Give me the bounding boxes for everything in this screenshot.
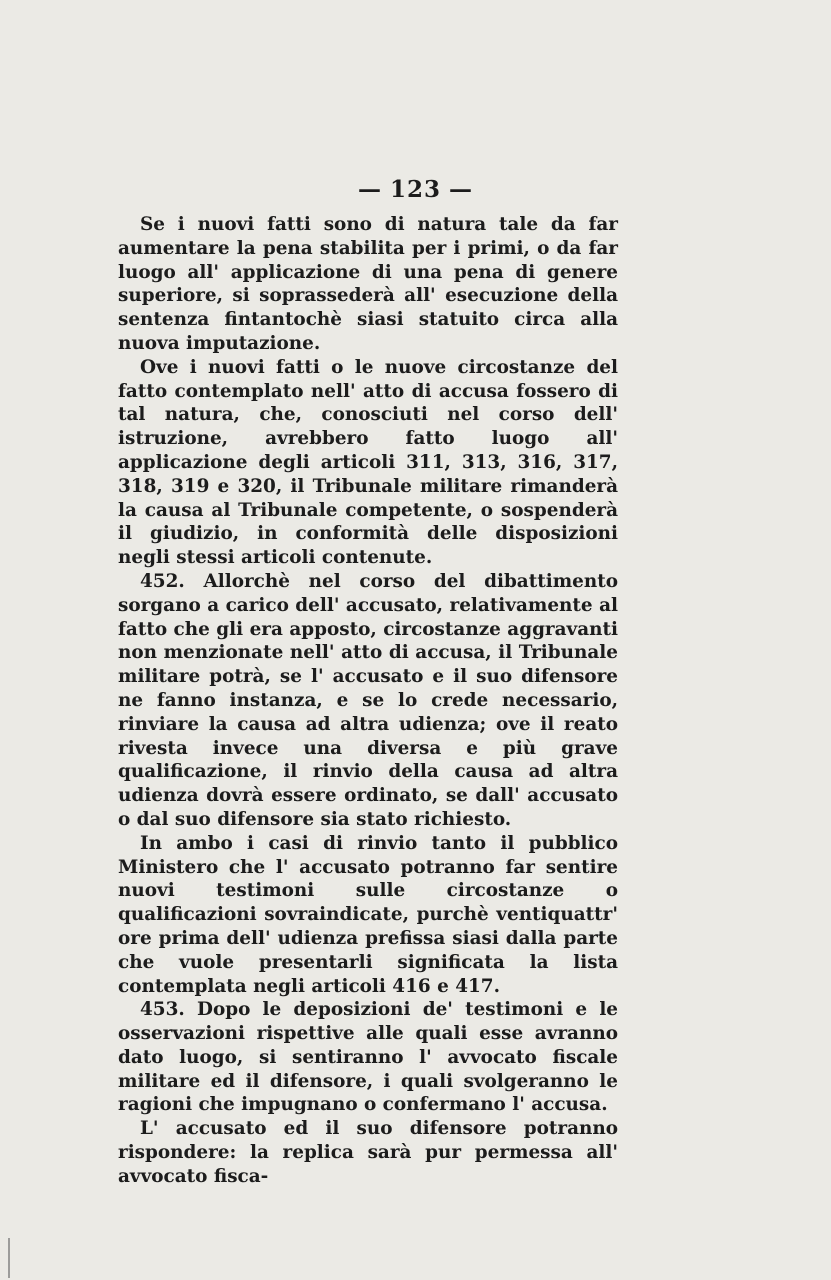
paragraph-article-452: 452. Allorchè nel corso del dibattimento sorgano a carico dell' accusato, relativamente al fatto che gli era apposto, circostanze aggravanti non menzionate nell' atto di accusa, il Tribunale militare potrà, se l' accusato e il suo difensore ne fanno instanza, e se lo crede necessario, rinviare la causa ad altra udienza; ove il reato rivesta invece una diversa e più grave qualificazione, il rinvio della causa ad altra udienza dovrà essere ordinato, se dall' accusato o dal suo difensore sia stato richiesto. [118, 570, 618, 830]
page-header [0, 176, 831, 203]
paragraph-1: Se i nuovi fatti sono di natura tale da far aumentare la pena stabilita per i primi, o da far luogo all' applicazione di una pena di genere superiore, si soprassederà all' esecuzione della sentenza fintantochè siasi statuito circa alla nuova imputazione. [118, 214, 618, 354]
paragraph-4: In ambo i casi di rinvio tanto il pubblico Ministero che l' accusato potranno far sentire nuovi testimoni sulle circostanze o qualificazioni sovraindicate, purchè ventiquattr' ore prima dell' udienza prefissa siasi dalla parte che vuole presentarli significata la lista contemplata negli articoli 416 e 417. [118, 832, 618, 997]
body-text [118, 213, 618, 1189]
paragraph-2: Ove i nuovi fatti o le nuove circostanze del fatto contemplato nell' atto di accusa fossero di tal natura, che, conosciuti nel corso dell' istruzione, avrebbero fatto luogo all' applicazione degli articoli 311, 313, 316, 317, 318, 319 e 320, il Tribunale militare rimanderà la causa al Tribunale competente, o sospenderà il giudizio, in conformità delle disposizioni negli stessi articoli contenute. [118, 356, 618, 569]
header-dash-right: — [449, 176, 473, 203]
scan-edge-mark [8, 1238, 10, 1278]
header-dash-left: — [357, 176, 382, 203]
paragraph-6: L' accusato ed il suo difensore potranno rispondere: la replica sarà pur permessa all' avvocato fisca- [118, 1118, 618, 1187]
paragraph-article-453: 453. Dopo le deposizioni de' testimoni e le osservazioni rispettive alle quali esse avranno dato luogo, si sentiranno l' avvocato fiscale militare ed il difensore, i quali svolgeranno le ragioni che impugnano o confermano l' accusa. [118, 999, 618, 1116]
page-number: 123 [389, 176, 441, 203]
